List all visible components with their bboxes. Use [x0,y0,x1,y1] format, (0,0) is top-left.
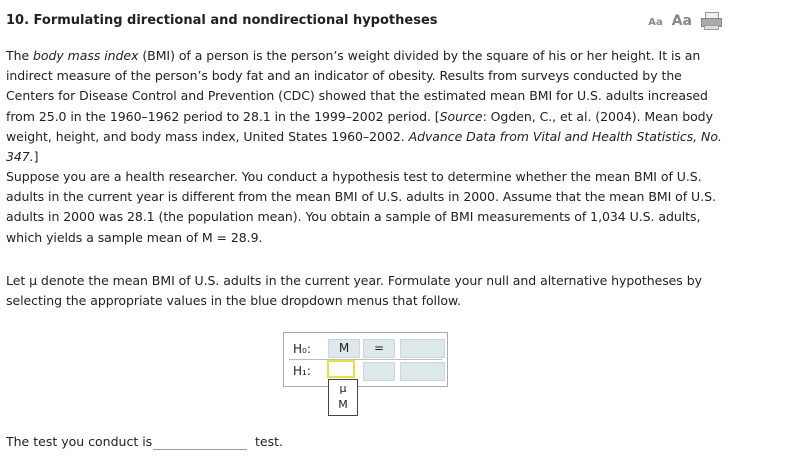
hypotheses-panel [283,332,448,387]
test-type-prefix: The test you conduct is [6,434,153,449]
intro-text-3: : Ogden, C., et al. (2004). Mean body weight, height, and body mass index, United States 1960–2002. [6,108,713,144]
intro-text-2: (BMI) of a person is the person’s weight divided by the square of his or her height. It is an indirect measure of the person’s body fat and an indicator of obesity. Results from surveys conducted by the Centers for Disease Control and Prevention (CDC) showed that the estimated mean BMI for U.S. adults increased from 25.0 in the 1960–1962 period to 28.1 in the 1999–2002 period. [ [6,48,708,124]
instruction-paragraph: Let μ denote the mean BMI of U.S. adults in the current year. Formulate your null and alternative hypotheses by selecting the appropriate values in the blue dropdown menus that follow. [6,273,702,309]
scenario-paragraph: Suppose you are a health researcher. You conduct a hypothesis test to determine whether the mean BMI of U.S. adults in the current year is different from the mean BMI of U.S. adults in 2000. Assume that the mean BMI of U.S. adults in 2000 was 28.1 (the population mean). You obtain a sample of BMI measurements of 1,034 U.S. adults, which yields a sample mean of M = 28.9. [6,169,716,245]
printer-icon[interactable] [701,12,721,29]
test-type-dropdown[interactable] [153,449,247,450]
h1-value-dropdown[interactable] [400,362,445,381]
intro-text-1: The [6,48,34,63]
h1-parameter-dropdown[interactable] [327,360,355,378]
h1-label: H₁: [293,364,311,378]
hypotheses-divider [289,359,442,360]
intro-publication: Advance Data from Vital and Health Statistics, No. 347. [6,128,722,165]
intro-paragraph [6,46,731,167]
h1-parameter-options [328,379,358,416]
intro-source-label: Source [439,108,483,124]
test-type-suffix: test. [255,434,283,449]
h0-parameter-dropdown[interactable]: M [328,339,360,358]
toolbar [648,12,721,29]
h0-label: H₀: [293,342,311,356]
option-m[interactable]: M [338,398,348,411]
text-size-small-button[interactable]: Aa [648,17,663,28]
option-mu[interactable]: μ [339,382,347,395]
question-title: 10. Formulating directional and nondirectional hypotheses [6,13,438,28]
intro-text-4: ] [33,149,39,165]
h0-operator-dropdown[interactable]: = [363,339,395,358]
h0-value-dropdown[interactable] [400,339,445,358]
text-size-large-button[interactable]: Aa [671,13,692,29]
intro-term-bmi: body mass index [33,48,139,63]
h1-operator-dropdown[interactable] [363,362,395,381]
